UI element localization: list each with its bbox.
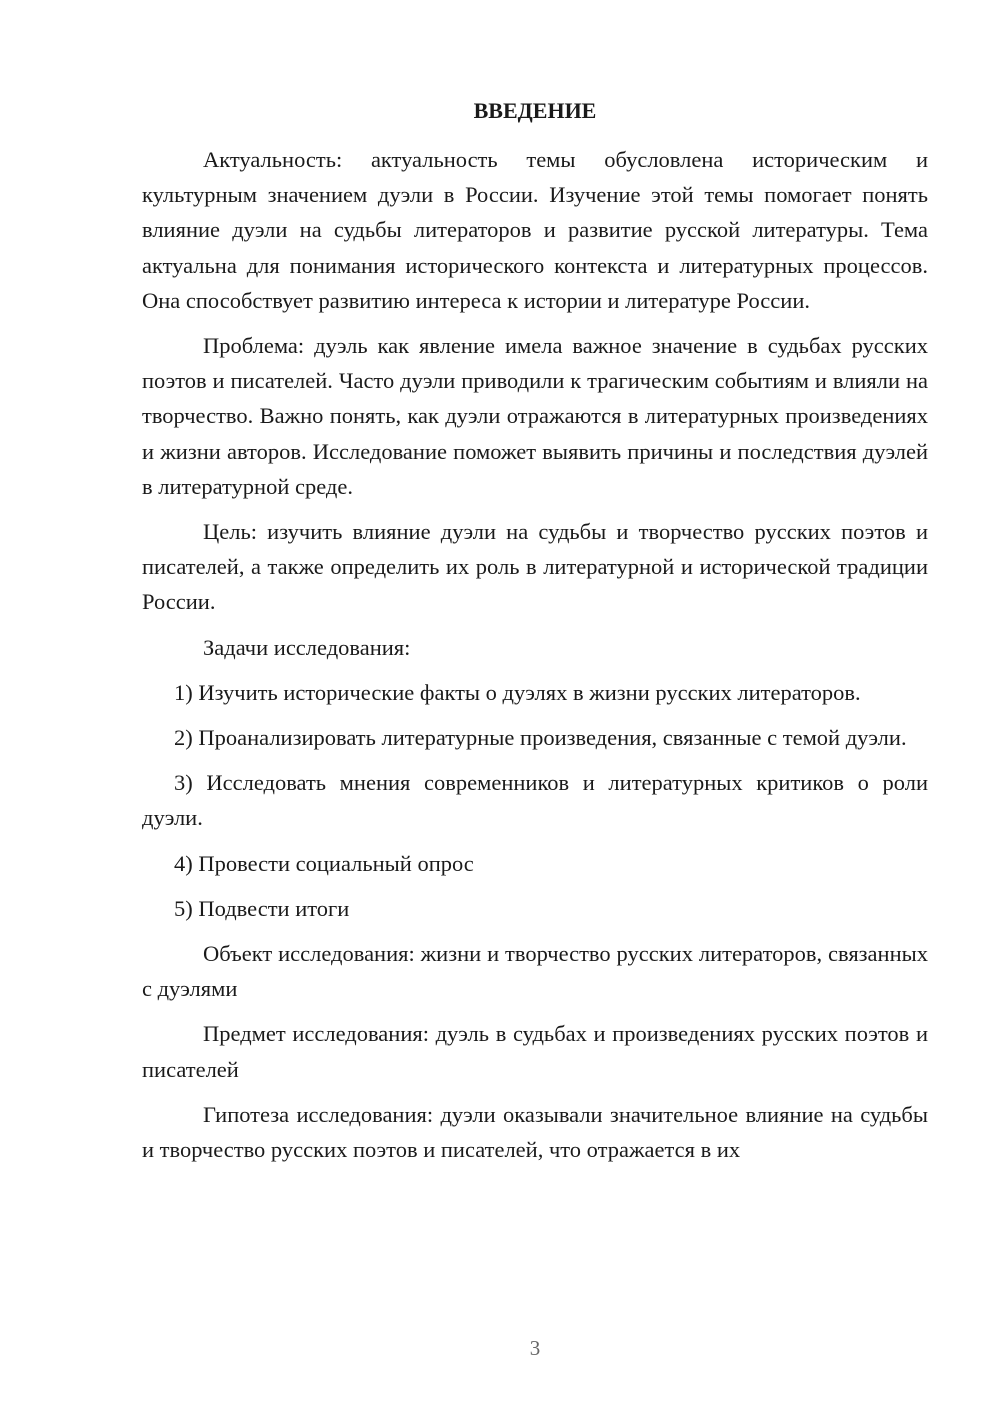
list-item-task-4: 4) Провести социальный опрос xyxy=(174,850,474,876)
page-number: 3 xyxy=(529,1336,541,1360)
document-body xyxy=(142,142,928,1177)
paragraph-subject: Предмет исследования: дуэль в судьбах и произведениях русских поэтов и писателей xyxy=(142,1021,928,1082)
list-item-task-1: 1) Изучить исторические факты о дуэлях в жизни русских литераторов. xyxy=(174,679,861,705)
list-item-task-5: 5) Подвести итоги xyxy=(174,895,350,921)
page-title: ВВЕДЕНИЕ xyxy=(473,98,597,123)
list-item-task-3: 3) Исследовать мнения современников и литературных критиков о роли дуэли. xyxy=(142,770,928,831)
paragraph-object: Объект исследования: жизни и творчество русских литераторов, связанных с дуэлями xyxy=(142,941,928,1002)
paragraph-hypothesis: Гипотеза исследования: дуэли оказывали значительное влияние на судьбы и творчество русских поэтов и писателей, что отражается в их xyxy=(142,1101,928,1163)
paragraph-goal: Цель: изучить влияние дуэли на судьбы и творчество русских поэтов и писателей, а также определить их роль в литературной и исторической традиции России. xyxy=(142,519,928,615)
document-page xyxy=(142,0,928,1414)
list-item-task-2: 2) Проанализировать литературные произведения, связанные с темой дуэли. xyxy=(174,725,907,751)
paragraph-tasks-heading: Задачи исследования: xyxy=(203,634,411,660)
paragraph-problem: Проблема: дуэль как явление имела важное значение в судьбах русских поэтов и писателей. Часто дуэли приводили к трагическим событиям и влияли на творчество. Важно понять, как дуэли отражаются в литературных произведениях и жизни авторов. Исследование поможет выявить причины и последствия дуэлей в литературной среде. xyxy=(142,333,928,499)
paragraph-relevance: Актуальность: актуальность темы обусловлена историческим и культурным значением дуэли в России. Изучение этой темы помогает понять влияние дуэли на судьбы литераторов и развитие русской литературы. Тема актуальна для понимания исторического контекста и литературных процессов. Она способствует развитию интереса к истории и литературе России. xyxy=(142,147,928,313)
